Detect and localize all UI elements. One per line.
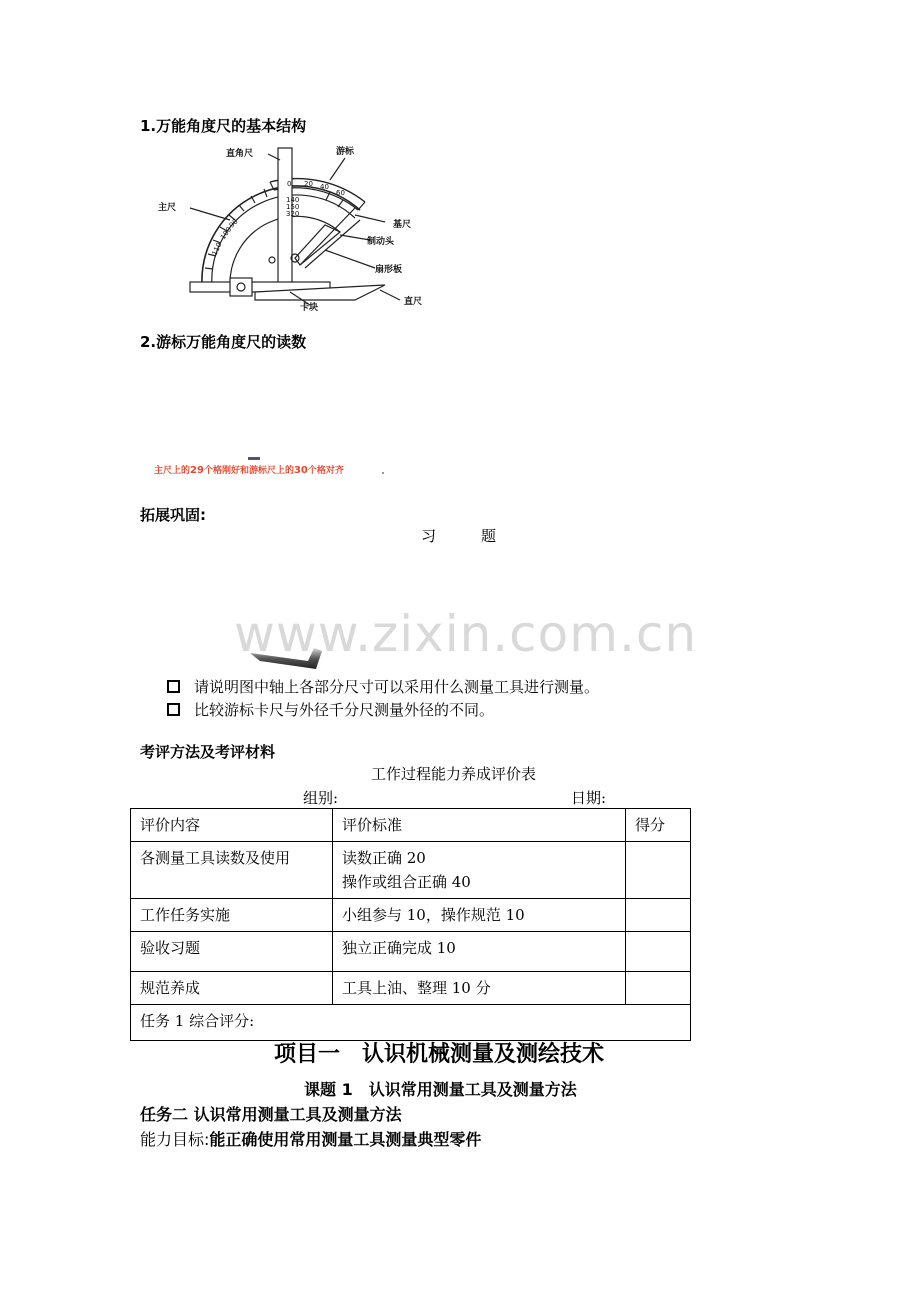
- svg-text:100: 100: [219, 225, 234, 242]
- reading-caption: 主尺上的29个格刚好和游标尺上的30个格对齐: [154, 465, 344, 476]
- score-cell[interactable]: [626, 899, 691, 932]
- ability-goal: 能力目标:能正确使用常用测量工具测量典型零件: [140, 1130, 482, 1149]
- label-brake-head: 制动头: [367, 237, 395, 247]
- table-cell: 独立正确完成 10: [333, 932, 626, 972]
- table-row: [131, 932, 691, 972]
- label-sector-plate: 扇形板: [375, 265, 403, 275]
- section-1-heading: 1.万能角度尺的基本结构: [140, 117, 307, 135]
- label-straight-ruler: 直尺: [404, 297, 423, 307]
- checkbox-icon: [167, 703, 180, 716]
- square-ruler: [278, 148, 292, 288]
- evaluation-table: [130, 808, 691, 1041]
- question-item-2: 比较游标卡尺与外径千分尺测量外径的不同。: [167, 699, 494, 720]
- score-cell[interactable]: [626, 972, 691, 1005]
- score-cell[interactable]: [626, 932, 691, 972]
- summary-cell: 任务 1 综合评分:: [131, 1005, 691, 1041]
- expand-heading: 拓展巩固:: [140, 506, 206, 524]
- label-main-scale: 主尺: [158, 203, 177, 213]
- svg-text:90: 90: [227, 217, 240, 230]
- task-title: 任务二 认识常用测量工具及测量方法: [140, 1105, 402, 1124]
- shaft-image-fragment: [250, 645, 325, 670]
- svg-text:110: 110: [210, 241, 224, 257]
- label-base-ruler: 基尺: [393, 220, 412, 230]
- clamp-block: [230, 278, 252, 296]
- table-cell: 读数正确 20 操作或组合正确 40: [333, 842, 626, 899]
- table-cell: 规范养成: [131, 972, 333, 1005]
- summary-row: [131, 1005, 691, 1041]
- svg-text:20: 20: [304, 180, 313, 188]
- scale-number: 0: [287, 180, 292, 188]
- table-cell: 小组参与 10，操作规范 10: [333, 899, 626, 932]
- table-row: [131, 842, 691, 899]
- table-row: [131, 972, 691, 1005]
- score-cell[interactable]: [626, 842, 691, 899]
- lesson-title: 课题 1 认识常用测量工具及测量方法: [304, 1080, 577, 1099]
- header-cell: 得分: [626, 809, 691, 842]
- svg-text:40: 40: [320, 183, 329, 191]
- header-cell: 评价标准: [333, 809, 626, 842]
- label-vernier: 游标: [336, 147, 355, 157]
- svg-text:320: 320: [286, 210, 300, 218]
- table-row: [131, 899, 691, 932]
- svg-text:140: 140: [286, 196, 300, 204]
- table-title: 工作过程能力养成评价表: [371, 765, 537, 783]
- dot-mark: [382, 472, 384, 474]
- svg-text:60: 60: [336, 189, 345, 197]
- project-title: 项目一 认识机械测量及测绘技术: [274, 1042, 605, 1067]
- svg-text:150: 150: [286, 203, 300, 211]
- table-cell: 工作任务实施: [131, 899, 333, 932]
- table-cell: 验收习题: [131, 932, 333, 972]
- date-label: 日期:: [571, 789, 607, 807]
- checkbox-icon: [167, 680, 180, 693]
- image-fragment: [248, 457, 260, 460]
- assessment-heading: 考评方法及考评材料: [140, 743, 276, 761]
- bevel-protractor-figure: [150, 140, 430, 315]
- group-label: 组别:: [303, 789, 339, 807]
- table-header-row: [131, 809, 691, 842]
- table-cell: 工具上油、整理 10 分: [333, 972, 626, 1005]
- exercise-title: 习 题: [421, 527, 497, 545]
- label-clamp-block: 卡块: [300, 303, 319, 313]
- table-cell: 各测量工具读数及使用: [131, 842, 333, 899]
- question-item-1: 请说明图中轴上各部分尺寸可以采用什么测量工具进行测量。: [167, 676, 599, 697]
- label-square-ruler: 直角尺: [226, 149, 254, 159]
- header-cell: 评价内容: [131, 809, 333, 842]
- section-2-heading: 2.游标万能角度尺的读数: [140, 333, 307, 351]
- watermark-text: www.zixin.com.cn: [234, 605, 698, 663]
